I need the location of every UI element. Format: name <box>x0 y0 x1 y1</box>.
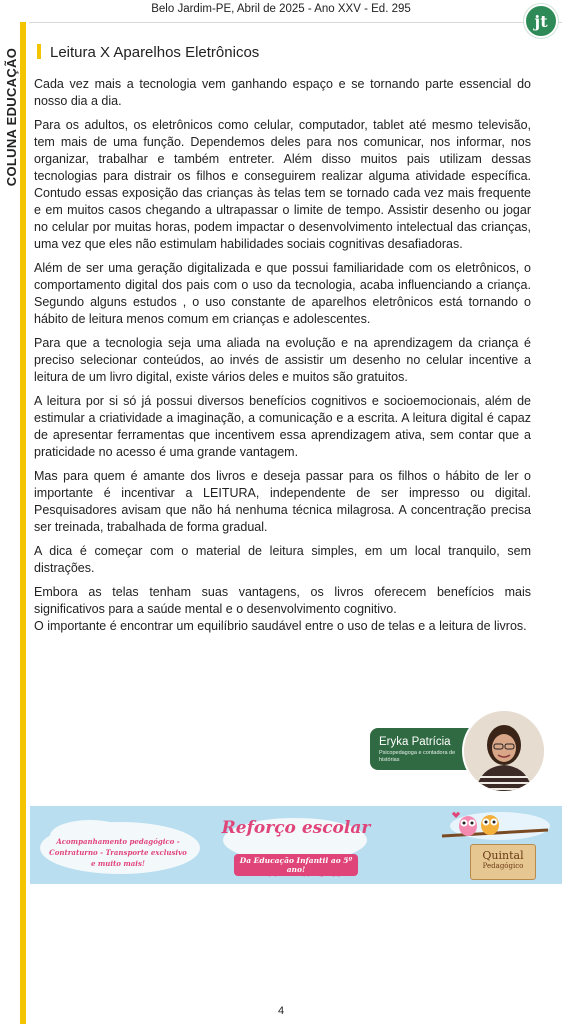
author-portrait-icon <box>464 711 544 791</box>
header-issue-info: Belo Jardim-PE, Abril de 2025 - Ano XXV - Ed. 295 <box>151 3 411 15</box>
title-marker <box>37 44 41 59</box>
ad-contact: Contato: (81)99697-1383 @quintal_pedagogico <box>250 872 346 877</box>
article-paragraph: Embora as telas tenham suas vantagens, os livros oferecem benefícios mais significativos para a saúde mental e o desenvolvimento cognitivo. <box>34 585 531 616</box>
author-photo <box>464 711 544 791</box>
article-title-block <box>37 44 259 61</box>
article-paragraph: A dica é começar com o material de leitura simples, em um local tranquilo, sem distrações. <box>34 544 531 575</box>
ad-services-text: Acompanhamento pedagógico - Contraturno - Transporte exclusivo e muito mais! <box>49 837 187 868</box>
article-paragraph: Mas para quem é amante dos livros e deseja passar para os filhos o hábito de ler o importante é incentivar a LEITURA, independente de ser impresso ou digital. Pesquisadores avisam que não há nenhuma técnica milagrosa. A concentração precisa ser treinada, trabalhada de forma gradual. <box>34 469 531 534</box>
article-paragraph: Para os adultos, os eletrônicos como celular, computador, tablet até mesmo televisão, tem mais de uma função. Dependemos deles para nos comunicar, nos informar, nos organizar, trabalhar e também entreter. Além disso muitos pais utilizam dessas tecnologias para distrair os filhos e conseguirem realizar alguma atividade específica. Contudo essas exposição das crianças às telas tem se tornado cada vez mais frequente e em muitos casos chegando a ultrapassar o limite de tempo. Assistir desenho ou jogar no celular por muitas horas, podem impactar o desenvolvimento intelectual das crianças, uma vez que eles não estimulam habilidades sociais cognitivas desafiadoras. <box>34 118 531 251</box>
advertisement-banner <box>30 806 562 884</box>
ad-sign-subtitle: Pedagógico <box>482 862 524 870</box>
column-sidebar <box>0 22 29 1024</box>
ad-subtitle: Da Educação Infantil ao 5º ano! <box>234 854 358 876</box>
article-body <box>34 76 531 642</box>
article-paragraph: Para que a tecnologia seja uma aliada na evolução e na aprendizagem da criança é preciso selecionar conteúdos, ao invés de assistir um desenho no celular incentive a leitura de um livro digital, existe vários deles e muitos são gratuitos. <box>34 336 531 384</box>
owls-on-branch-icon <box>440 808 550 848</box>
article-paragraph: A leitura por si só já possui diversos benefícios cognitivos e socioemocionais, além de estimular a criatividade a imaginação, a comunicação e a escrita. A leitura digital é capaz de apresentar ferramentas que incentivem essa aprendizagem ativa, sem contar que a praticidade no acesso é uma grande vantagem. <box>34 394 531 459</box>
column-label: COLUNA EDUCAÇÃO <box>4 47 19 187</box>
logo-text: jt <box>534 11 548 31</box>
ad-title: Reforço escolar <box>221 818 371 838</box>
author-role: Psicopedagoga e contadora de histórias <box>379 750 456 763</box>
article-title: Leitura X Aparelhos Eletrônicos <box>50 44 260 61</box>
article-paragraph: O importante é encontrar um equilíbrio saudável entre o uso de telas e a leitura de livros. <box>34 619 527 633</box>
newspaper-logo <box>524 4 558 38</box>
page-header <box>0 0 562 23</box>
author-name: Eryka Patrícia <box>379 736 451 748</box>
ad-sign <box>470 844 536 880</box>
article-paragraph: Cada vez mais a tecnologia vem ganhando espaço e se tornando parte essencial do nosso dia a dia. <box>34 77 531 108</box>
page-number: 4 <box>277 1005 285 1017</box>
ad-sign-title: Quintal <box>482 849 524 862</box>
article-paragraph: Além de ser uma geração digitalizada e que possui familiaridade com os eletrônicos, o comportamento digital dos pais com o uso da tecnologia, acaba influenciando a criança. Segundo alguns estudos , o uso constante de aparelhos eletrônicos está tornando o hábito de leitura menos comum em crianças e adolescentes. <box>34 261 531 326</box>
